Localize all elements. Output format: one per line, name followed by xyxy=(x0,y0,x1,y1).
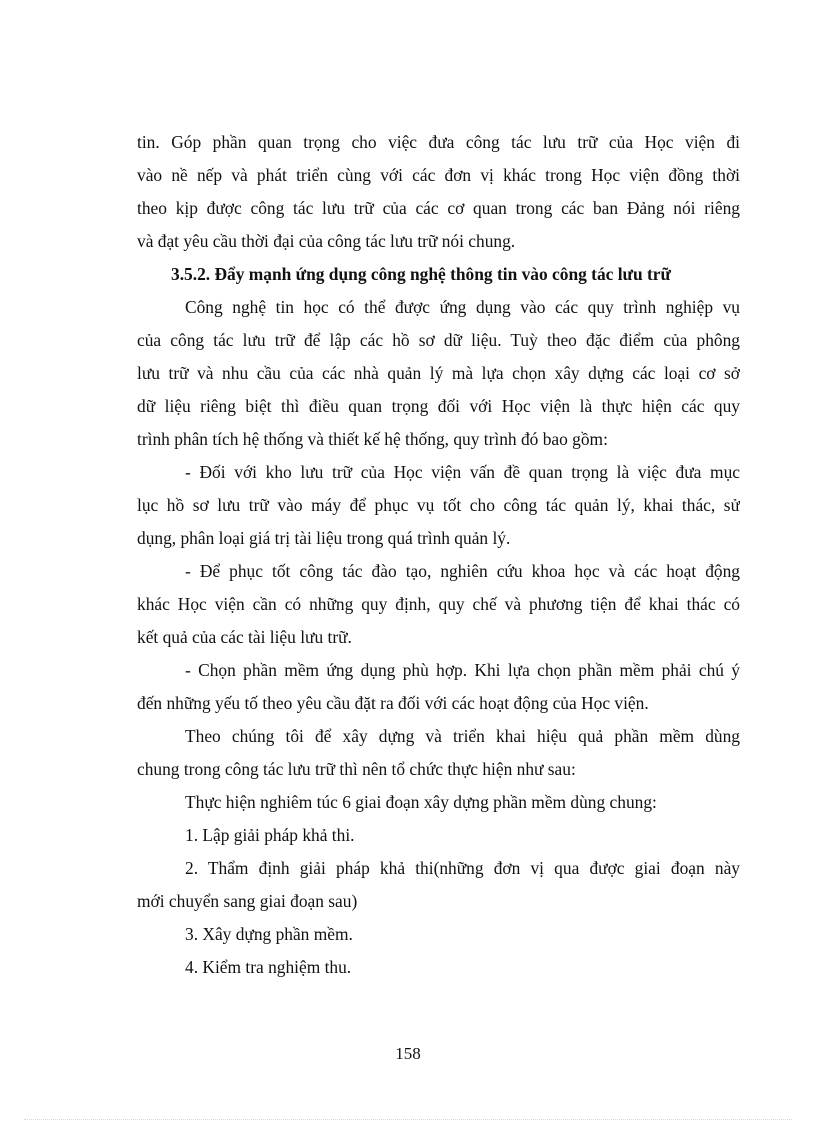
text-line: kết quả của các tài liệu lưu trữ. xyxy=(137,627,352,647)
list-item: 3. Xây dựng phần mềm. xyxy=(185,924,353,944)
text-line: mới chuyển sang giai đoạn sau) xyxy=(137,891,358,911)
text-line: lục hồ sơ lưu trữ vào máy để phục vụ tốt cho công tác quản lý, khai thác, sử xyxy=(137,495,740,515)
text-line: tin. Góp phần quan trọng cho việc đưa công tác lưu trữ của Học viện đi xyxy=(137,132,740,152)
text-line: Công nghệ tin học có thể được ứng dụng vào các quy trình nghiệp vụ xyxy=(185,297,740,317)
text-line: đến những yếu tố theo yêu cầu đặt ra đối với các hoạt động của Học viện. xyxy=(137,693,649,713)
page-divider xyxy=(24,1119,792,1120)
text-line: và đạt yêu cầu thời đại của công tác lưu trữ nói chung. xyxy=(137,231,516,251)
text-line: vào nề nếp và phát triển cùng với các đơn vị khác trong Học viện đồng thời xyxy=(137,165,740,185)
text-line: Theo chúng tôi để xây dựng và triển khai hiệu quả phần mềm dùng xyxy=(185,726,740,746)
text-line: trình phân tích hệ thống và thiết kế hệ thống, quy trình đó bao gồm: xyxy=(137,429,608,449)
text-line: dụng, phân loại giá trị tài liệu trong quá trình quản lý. xyxy=(137,528,511,548)
text-line: - Để phục tốt công tác đào tạo, nghiên cứu khoa học và các hoạt động xyxy=(185,561,740,581)
text-line: khác Học viện cần có những quy định, quy chế và phương tiện để khai thác có xyxy=(137,594,740,614)
text-line: - Chọn phần mềm ứng dụng phù hợp. Khi lựa chọn phần mềm phải chú ý xyxy=(185,660,740,680)
document-body xyxy=(137,126,740,984)
page-number: 158 xyxy=(395,1044,421,1063)
list-item: 2. Thẩm định giải pháp khả thi(những đơn vị qua được giai đoạn này xyxy=(185,858,740,878)
list-item: 4. Kiểm tra nghiệm thu. xyxy=(185,957,352,977)
text-line: - Đối với kho lưu trữ của Học viện vấn đề quan trọng là việc đưa mục xyxy=(185,462,740,482)
text-line: dữ liệu riêng biệt thì điều quan trọng đối với Học viện là thực hiện các quy xyxy=(137,396,740,416)
text-line: Thực hiện nghiêm túc 6 giai đoạn xây dựng phần mềm dùng chung: xyxy=(185,792,657,812)
text-line: chung trong công tác lưu trữ thì nên tổ chức thực hiện như sau: xyxy=(137,759,576,779)
text-line: theo kịp được công tác lưu trữ của các cơ quan trong các ban Đảng nói riêng xyxy=(137,198,740,218)
section-heading: 3.5.2. Đẩy mạnh ứng dụng công nghệ thông tin vào công tác lưu trữ xyxy=(171,264,671,284)
text-line: lưu trữ và nhu cầu của các nhà quản lý mà lựa chọn xây dựng các loại cơ sở xyxy=(137,363,740,383)
text-line: của công tác lưu trữ để lập các hồ sơ dữ liệu. Tuỳ theo đặc điểm của phông xyxy=(137,330,740,350)
list-item: 1. Lập giải pháp khả thi. xyxy=(185,825,355,845)
